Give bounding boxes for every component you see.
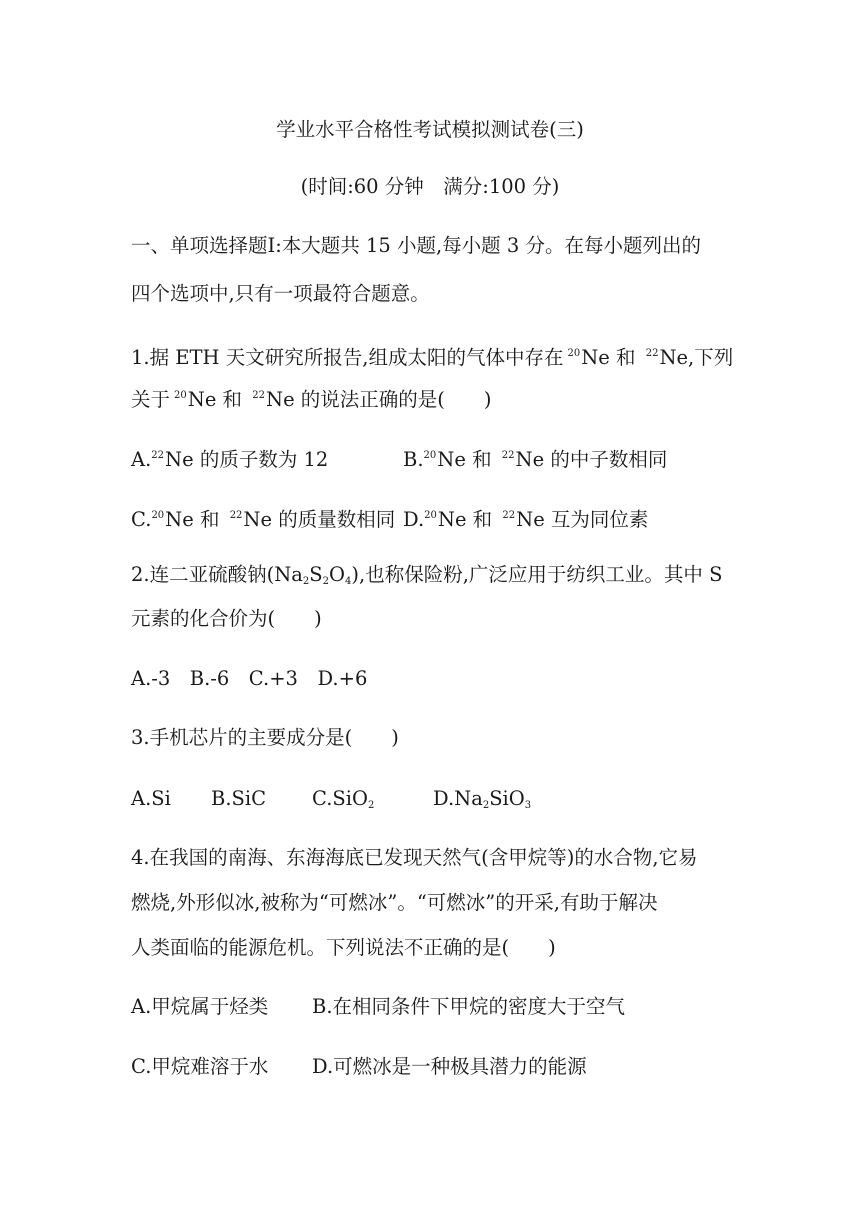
page-title: 学业水平合格性考试模拟测试卷(三) [276, 118, 584, 141]
question-4-stem-line-2: 燃烧,外形似冰,被称为“可燃冰”。“可燃冰”的开采,有助于解决 [131, 891, 658, 914]
question-1-stem-line-1: 1.据 ETH 天文研究所报告,组成太阳的气体中存在 $^{20}$Ne 和 $^{22}$Ne,下列 [131, 346, 734, 369]
question-1-option-b: B.$^{20}$Ne 和 $^{22}$Ne 的中子数相同 [403, 448, 668, 471]
question-2-options: A.-3 B.-6 C.+3 D.+6 [131, 667, 368, 690]
question-3-option-a: A.Si [131, 787, 171, 810]
question-3-option-b: B.SiC [211, 787, 267, 810]
question-4-option-c: C.甲烷难溶于水 [131, 1055, 269, 1078]
question-2-stem-line-1: 2.连二亚硫酸钠$(Na_2S_2O_4)$,也称保险粉,广泛应用于纺织工业。其中 S [131, 563, 723, 587]
exam-info: (时间:60 分钟 满分:100 分) [300, 175, 560, 198]
question-1-stem-line-2: 关于 $^{20}$Ne 和 $^{22}$Ne 的说法正确的是( ) [131, 388, 492, 411]
question-1-option-a: A.$^{22}$Ne 的质子数为 12 [131, 448, 329, 471]
question-3-option-c: C.SiO$_2$ [312, 787, 375, 811]
question-4-option-b: B.在相同条件下甲烷的密度大于空气 [312, 995, 626, 1018]
question-4-stem-line-1: 4.在我国的南海、东海海底已发现天然气(含甲烷等)的水合物,它易 [131, 846, 698, 869]
section-header-line-2: 四个选项中,只有一项最符合题意。 [131, 282, 430, 305]
section-header-line-1: 一、单项选择题Ⅰ:本大题共 15 小题,每小题 3 分。在每小题列出的 [131, 234, 701, 257]
question-4-option-a: A.甲烷属于烃类 [131, 995, 269, 1018]
question-2-stem-line-2: 元素的化合价为( ) [131, 607, 322, 630]
question-3-stem: 3.手机芯片的主要成分是( ) [131, 726, 399, 749]
question-1-option-c: C.$^{20}$Ne 和 $^{22}$Ne 的质量数相同 [131, 508, 396, 531]
question-4-stem-line-3: 人类面临的能源危机。下列说法不正确的是( ) [131, 936, 556, 959]
question-1-option-d: D.$^{20}$Ne 和 $^{22}$Ne 互为同位素 [403, 508, 649, 531]
question-4-option-d: D.可燃冰是一种极具潜力的能源 [312, 1055, 587, 1078]
question-3-option-d: $D.Na_2SiO_3$ [433, 787, 532, 811]
